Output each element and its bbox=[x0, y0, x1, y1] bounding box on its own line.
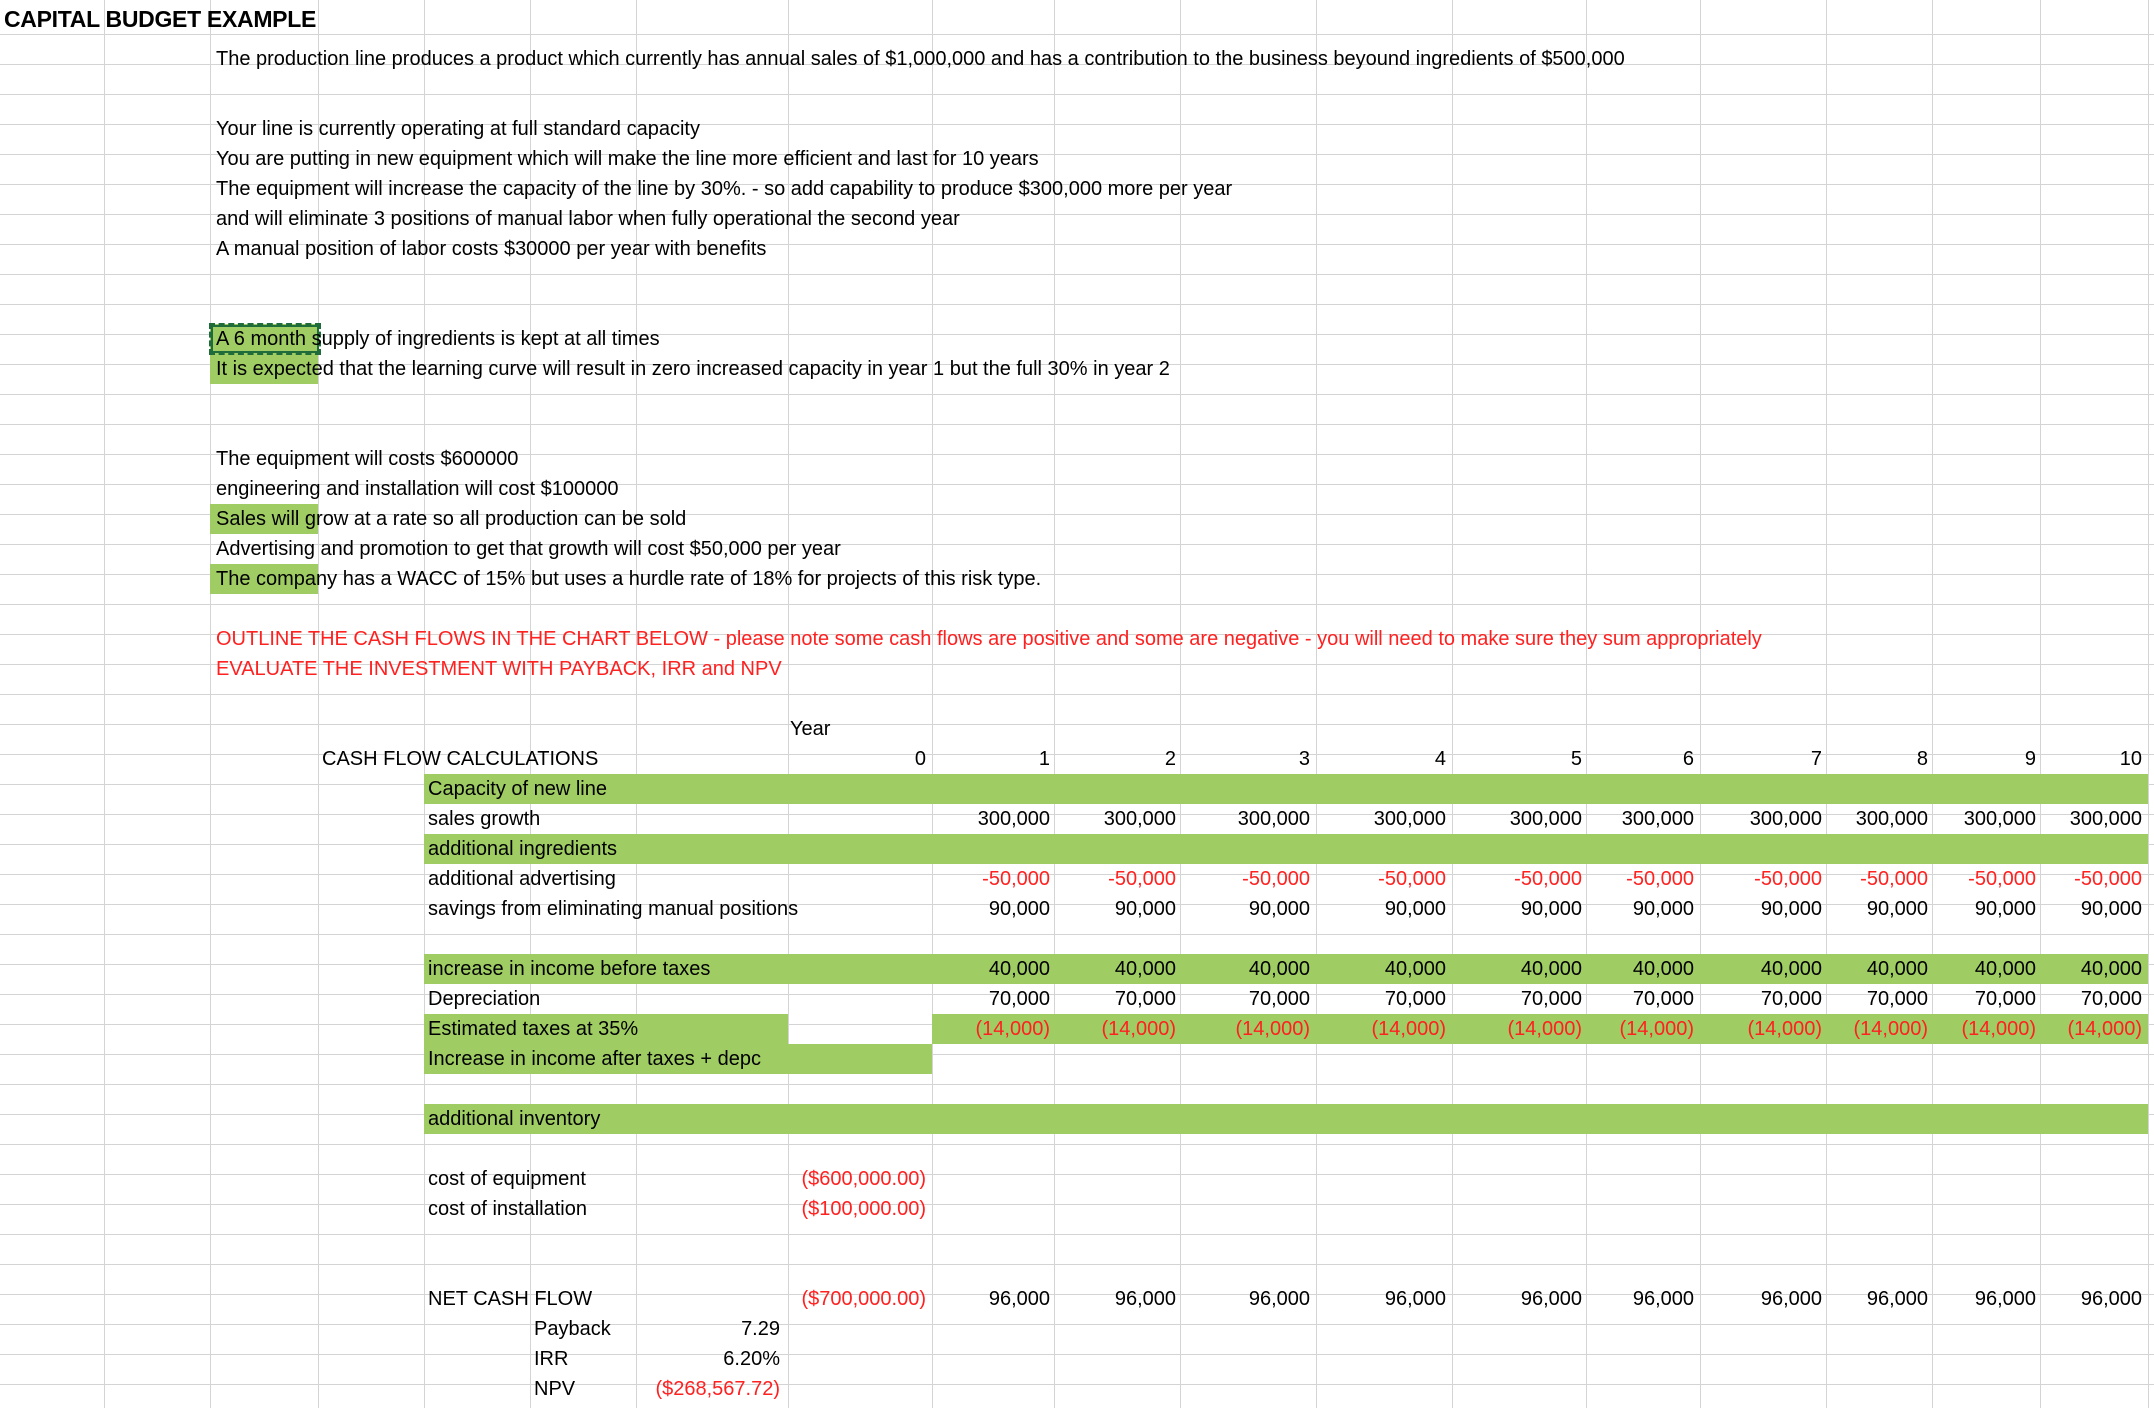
assumption-text: The equipment will increase the capacity of the line by 30%. - so add capability to produce $300,000 more per year bbox=[216, 178, 1233, 200]
gridline-horizontal bbox=[0, 724, 2154, 725]
gridline-horizontal bbox=[0, 274, 2154, 275]
gridline-horizontal bbox=[0, 934, 2154, 935]
savings-cell[interactable]: 90,000 bbox=[988, 898, 1050, 920]
year-label: Year bbox=[790, 718, 831, 740]
gridline-vertical bbox=[1054, 0, 1055, 1408]
income-before-taxes-cell[interactable]: 40,000 bbox=[1248, 958, 1310, 980]
depreciation-cell[interactable]: 70,000 bbox=[1632, 988, 1694, 1010]
net-cash-flow-cell[interactable]: 96,000 bbox=[1632, 1288, 1694, 1310]
sales-growth-cell[interactable]: 300,000 bbox=[1749, 808, 1822, 830]
row-label-ingredients: additional ingredients bbox=[428, 838, 618, 860]
depreciation-cell[interactable]: 70,000 bbox=[1384, 988, 1446, 1010]
advertising-cell[interactable]: -50,000 bbox=[1378, 868, 1446, 890]
assumption-text: Advertising and promotion to get that growth will cost $50,000 per year bbox=[216, 538, 841, 560]
gridline-horizontal bbox=[0, 1324, 2154, 1325]
irr-value[interactable]: 6.20% bbox=[723, 1348, 780, 1370]
gridline-vertical bbox=[2040, 0, 2041, 1408]
gridline-horizontal bbox=[0, 34, 2154, 35]
instruction-text: EVALUATE THE INVESTMENT WITH PAYBACK, IRR and NPV bbox=[216, 658, 782, 680]
advertising-cell[interactable]: -50,000 bbox=[2074, 868, 2142, 890]
sales-growth-cell[interactable]: 300,000 bbox=[1963, 808, 2036, 830]
row-label-income-after: Increase in income after taxes + depc bbox=[428, 1048, 761, 1070]
row-label-equipment: cost of equipment bbox=[428, 1168, 586, 1190]
year-header-cell[interactable]: 2 bbox=[1164, 748, 1176, 770]
assumption-text: and will eliminate 3 positions of manual labor when fully operational the second year bbox=[216, 208, 960, 230]
income-before-taxes-cell[interactable]: 40,000 bbox=[1632, 958, 1694, 980]
depreciation-cell[interactable]: 70,000 bbox=[1866, 988, 1928, 1010]
depreciation-cell[interactable]: 70,000 bbox=[1520, 988, 1582, 1010]
gridline-vertical bbox=[1586, 0, 1587, 1408]
net-cash-flow-cell[interactable]: 96,000 bbox=[1384, 1288, 1446, 1310]
row-label-sales-growth: sales growth bbox=[428, 808, 541, 830]
gridline-vertical bbox=[2148, 0, 2149, 1408]
installation-cost-cell[interactable]: ($100,000.00) bbox=[801, 1198, 926, 1220]
irr-label: IRR bbox=[534, 1348, 569, 1370]
tax-cell[interactable]: (14,000) bbox=[2067, 1018, 2142, 1040]
income-before-taxes-cell[interactable]: 40,000 bbox=[988, 958, 1050, 980]
sales-growth-cell[interactable]: 300,000 bbox=[1855, 808, 1928, 830]
savings-cell[interactable]: 90,000 bbox=[1866, 898, 1928, 920]
gridline-horizontal bbox=[0, 1234, 2154, 1235]
income-before-taxes-cell[interactable]: 40,000 bbox=[1760, 958, 1822, 980]
gridline-horizontal bbox=[0, 394, 2154, 395]
row-label-capacity: Capacity of new line bbox=[428, 778, 607, 800]
savings-cell[interactable]: 90,000 bbox=[2080, 898, 2142, 920]
gridline-vertical bbox=[1180, 0, 1181, 1408]
income-before-taxes-cell[interactable]: 40,000 bbox=[1866, 958, 1928, 980]
tax-cell[interactable]: (14,000) bbox=[1371, 1018, 1446, 1040]
gridline-horizontal bbox=[0, 1174, 2154, 1175]
row-label-installation: cost of installation bbox=[428, 1198, 587, 1220]
savings-cell[interactable]: 90,000 bbox=[1520, 898, 1582, 920]
advertising-cell[interactable]: -50,000 bbox=[982, 868, 1050, 890]
tax-cell[interactable]: (14,000) bbox=[1747, 1018, 1822, 1040]
income-before-taxes-cell[interactable]: 40,000 bbox=[1384, 958, 1446, 980]
payback-label: Payback bbox=[534, 1318, 611, 1340]
gridline-horizontal bbox=[0, 1144, 2154, 1145]
highlight-row-inventory bbox=[424, 1104, 2148, 1134]
tax-cell[interactable]: (14,000) bbox=[975, 1018, 1050, 1040]
year-header-cell[interactable]: 10 bbox=[2119, 748, 2142, 770]
income-before-taxes-cell[interactable]: 40,000 bbox=[1114, 958, 1176, 980]
net-cash-flow-cell[interactable]: 96,000 bbox=[1520, 1288, 1582, 1310]
gridline-horizontal bbox=[0, 1384, 2154, 1385]
advertising-cell[interactable]: -50,000 bbox=[1242, 868, 1310, 890]
assumption-text: Your line is currently operating at full standard capacity bbox=[216, 118, 700, 140]
advertising-cell[interactable]: -50,000 bbox=[1514, 868, 1582, 890]
net-cash-flow-cell[interactable]: 96,000 bbox=[1866, 1288, 1928, 1310]
gridline-horizontal bbox=[0, 1084, 2154, 1085]
equipment-cost-cell[interactable]: ($600,000.00) bbox=[801, 1168, 926, 1190]
sales-growth-cell[interactable]: 300,000 bbox=[1373, 808, 1446, 830]
assumption-text: You are putting in new equipment which will make the line more efficient and last for 10 years bbox=[216, 148, 1039, 170]
tax-cell[interactable]: (14,000) bbox=[1619, 1018, 1694, 1040]
sales-growth-cell[interactable]: 300,000 bbox=[1509, 808, 1582, 830]
net-cash-flow-year0-cell[interactable]: ($700,000.00) bbox=[801, 1288, 926, 1310]
year-header-cell[interactable]: 6 bbox=[1682, 748, 1694, 770]
advertising-cell[interactable]: -50,000 bbox=[1754, 868, 1822, 890]
row-label-advertising: additional advertising bbox=[428, 868, 616, 890]
assumption-text: A 6 month supply of ingredients is kept at all times bbox=[216, 328, 660, 350]
row-label-depreciation: Depreciation bbox=[428, 988, 541, 1010]
advertising-cell[interactable]: -50,000 bbox=[1108, 868, 1176, 890]
sales-growth-cell[interactable]: 300,000 bbox=[1621, 808, 1694, 830]
year-header-cell[interactable]: 0 bbox=[914, 748, 926, 770]
gridline-horizontal bbox=[0, 1054, 2154, 1055]
savings-cell[interactable]: 90,000 bbox=[1760, 898, 1822, 920]
income-before-taxes-cell[interactable]: 40,000 bbox=[1520, 958, 1582, 980]
assumption-text: The company has a WACC of 15% but uses a hurdle rate of 18% for projects of this risk type. bbox=[216, 568, 1042, 590]
depreciation-cell[interactable]: 70,000 bbox=[1974, 988, 2036, 1010]
payback-value[interactable]: 7.29 bbox=[741, 1318, 780, 1340]
gridline-vertical bbox=[1826, 0, 1827, 1408]
net-cash-flow-cell[interactable]: 96,000 bbox=[1114, 1288, 1176, 1310]
advertising-cell[interactable]: -50,000 bbox=[1968, 868, 2036, 890]
gridline-vertical bbox=[104, 0, 105, 1408]
npv-value[interactable]: ($268,567.72) bbox=[655, 1378, 780, 1400]
gridline-vertical bbox=[1452, 0, 1453, 1408]
section-label: CASH FLOW CALCULATIONS bbox=[322, 748, 599, 770]
gridline-horizontal bbox=[0, 424, 2154, 425]
year-header-cell[interactable]: 8 bbox=[1916, 748, 1928, 770]
depreciation-cell[interactable]: 70,000 bbox=[2080, 988, 2142, 1010]
net-cash-flow-cell[interactable]: 96,000 bbox=[1248, 1288, 1310, 1310]
gridline-horizontal bbox=[0, 304, 2154, 305]
gridline-horizontal bbox=[0, 694, 2154, 695]
net-cash-flow-cell[interactable]: 96,000 bbox=[2080, 1288, 2142, 1310]
tax-cell[interactable]: (14,000) bbox=[1961, 1018, 2036, 1040]
year-header-cell[interactable]: 5 bbox=[1570, 748, 1582, 770]
year-header-cell[interactable]: 9 bbox=[2024, 748, 2036, 770]
assumption-text: It is expected that the learning curve will result in zero increased capacity in year 1 but the full 30% in year 2 bbox=[216, 358, 1170, 380]
tax-cell[interactable]: (14,000) bbox=[1235, 1018, 1310, 1040]
gridline-vertical bbox=[210, 0, 211, 1408]
income-before-taxes-cell[interactable]: 40,000 bbox=[2080, 958, 2142, 980]
advertising-cell[interactable]: -50,000 bbox=[1626, 868, 1694, 890]
assumption-text: A manual position of labor costs $30000 per year with benefits bbox=[216, 238, 767, 260]
savings-cell[interactable]: 90,000 bbox=[1974, 898, 2036, 920]
savings-cell[interactable]: 90,000 bbox=[1114, 898, 1176, 920]
net-cash-flow-cell[interactable]: 96,000 bbox=[988, 1288, 1050, 1310]
sheet-title: CAPITAL BUDGET EXAMPLE bbox=[4, 6, 317, 32]
highlight-row-ingredients bbox=[424, 834, 2148, 864]
savings-cell[interactable]: 90,000 bbox=[1632, 898, 1694, 920]
assumption-text: The equipment will costs $600000 bbox=[216, 448, 519, 470]
npv-label: NPV bbox=[534, 1378, 576, 1400]
advertising-cell[interactable]: -50,000 bbox=[1860, 868, 1928, 890]
depreciation-cell[interactable]: 70,000 bbox=[1248, 988, 1310, 1010]
depreciation-cell[interactable]: 70,000 bbox=[1114, 988, 1176, 1010]
year-header-cell[interactable]: 7 bbox=[1810, 748, 1822, 770]
row-label-net-cash-flow: NET CASH FLOW bbox=[428, 1288, 593, 1310]
intro-text: The production line produces a product which currently has annual sales of $1,000,000 and has a contribution to the business beyound ingredients of $500,000 bbox=[216, 48, 1625, 70]
gridline-horizontal bbox=[0, 94, 2154, 95]
net-cash-flow-cell[interactable]: 96,000 bbox=[1974, 1288, 2036, 1310]
year-header-cell[interactable]: 3 bbox=[1298, 748, 1310, 770]
assumption-text: engineering and installation will cost $100000 bbox=[216, 478, 619, 500]
income-before-taxes-cell[interactable]: 40,000 bbox=[1974, 958, 2036, 980]
sales-growth-cell[interactable]: 300,000 bbox=[2069, 808, 2142, 830]
row-label-taxes: Estimated taxes at 35% bbox=[428, 1018, 639, 1040]
tax-cell[interactable]: (14,000) bbox=[1101, 1018, 1176, 1040]
gridline-vertical bbox=[1700, 0, 1701, 1408]
sales-growth-cell[interactable]: 300,000 bbox=[1103, 808, 1176, 830]
highlight-row-capacity bbox=[424, 774, 2148, 804]
row-label-savings: savings from eliminating manual positions bbox=[428, 898, 799, 920]
instruction-text: OUTLINE THE CASH FLOWS IN THE CHART BELOW - please note some cash flows are positive and some are negative - you will need to make sure they sum appropriately bbox=[216, 628, 1762, 650]
savings-cell[interactable]: 90,000 bbox=[1248, 898, 1310, 920]
year-header-cell[interactable]: 1 bbox=[1038, 748, 1050, 770]
tax-cell[interactable]: (14,000) bbox=[1853, 1018, 1928, 1040]
assumption-text: Sales will grow at a rate so all production can be sold bbox=[216, 508, 687, 530]
gridline-vertical bbox=[1932, 0, 1933, 1408]
tax-cell[interactable]: (14,000) bbox=[1507, 1018, 1582, 1040]
gridline-vertical bbox=[1316, 0, 1317, 1408]
depreciation-cell[interactable]: 70,000 bbox=[988, 988, 1050, 1010]
row-label-income-before: increase in income before taxes bbox=[428, 958, 711, 980]
sales-growth-cell[interactable]: 300,000 bbox=[977, 808, 1050, 830]
gridline-horizontal bbox=[0, 1354, 2154, 1355]
sales-growth-cell[interactable]: 300,000 bbox=[1237, 808, 1310, 830]
gridline-horizontal bbox=[0, 604, 2154, 605]
gridline-horizontal bbox=[0, 1264, 2154, 1265]
net-cash-flow-cell[interactable]: 96,000 bbox=[1760, 1288, 1822, 1310]
savings-cell[interactable]: 90,000 bbox=[1384, 898, 1446, 920]
gridline-horizontal bbox=[0, 1204, 2154, 1205]
year-header-cell[interactable]: 4 bbox=[1434, 748, 1446, 770]
row-label-inventory: additional inventory bbox=[428, 1108, 601, 1130]
depreciation-cell[interactable]: 70,000 bbox=[1760, 988, 1822, 1010]
